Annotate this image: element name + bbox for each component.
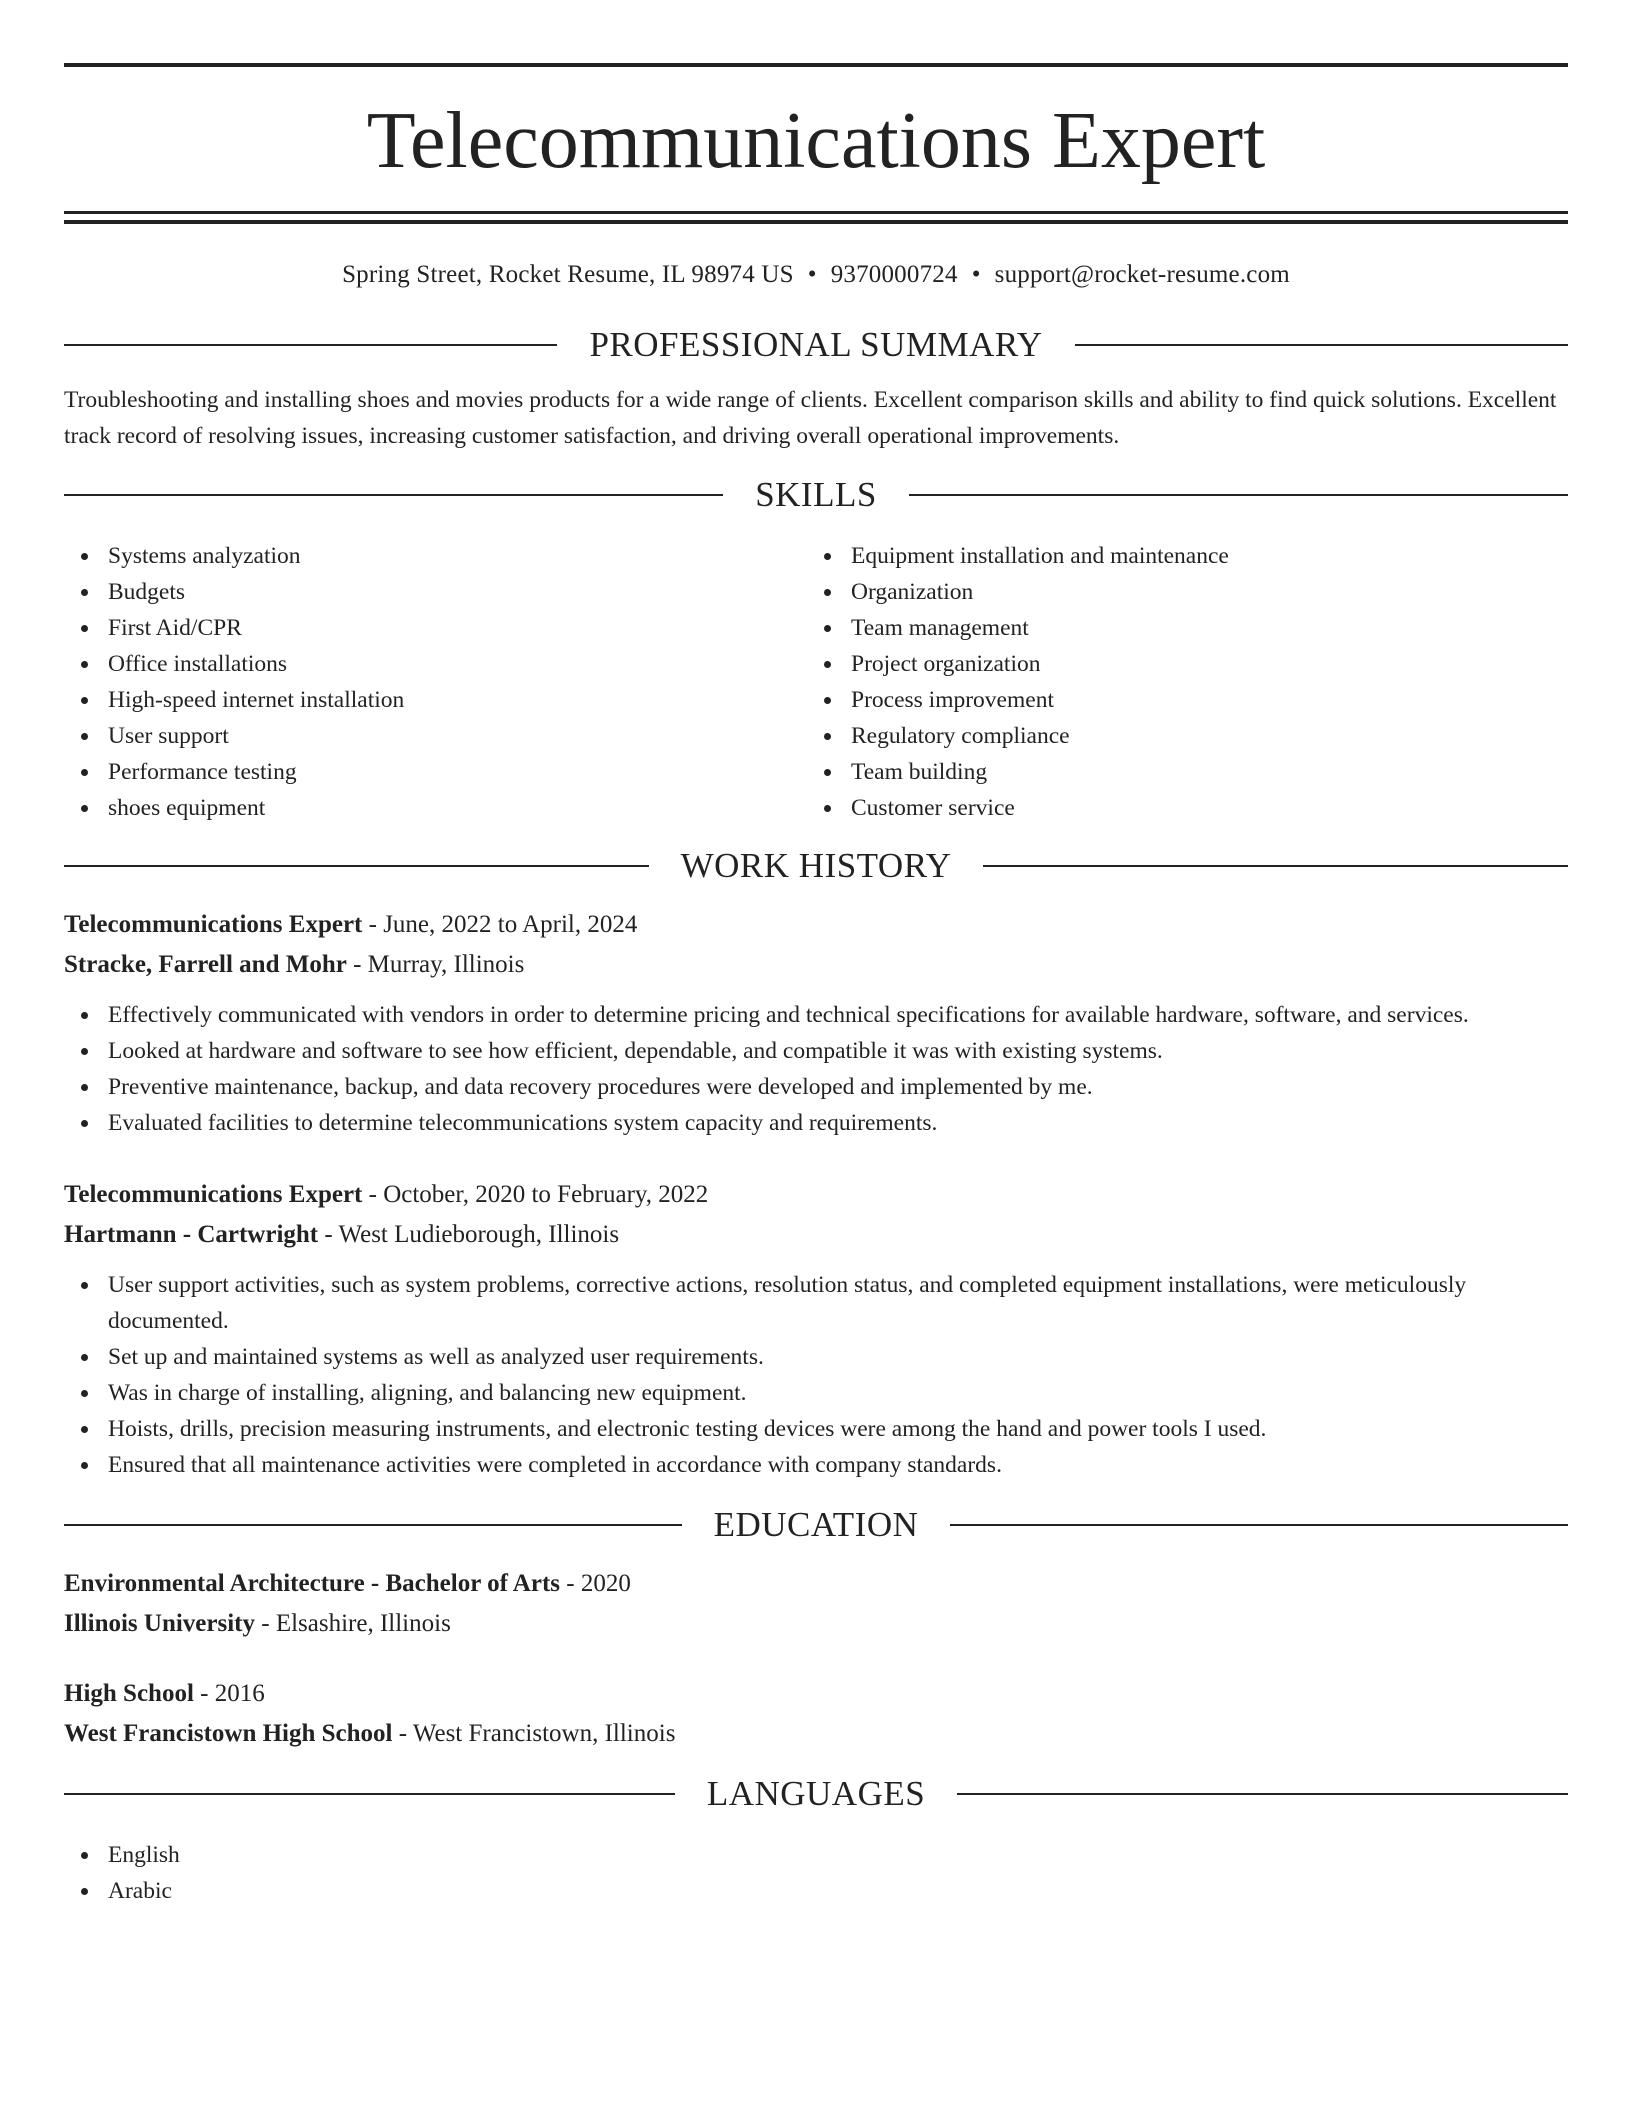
language-item: Arabic [64, 1873, 1568, 1909]
skills-column-right [807, 538, 1229, 826]
education-school-line [64, 1714, 1568, 1754]
job-bullet: Was in charge of installing, aligning, and balancing new equipment. [64, 1375, 1568, 1411]
contact-address: Spring Street, Rocket Resume, IL 98974 US [342, 261, 794, 288]
education-year: - 2016 [193, 1680, 265, 1707]
job-entry [64, 905, 1568, 1141]
education-location: - Elsashire, Illinois [255, 1610, 451, 1637]
languages-list [64, 1837, 1568, 1909]
contact-separator: • [971, 261, 981, 288]
skill-item: High-speed internet installation [64, 682, 807, 718]
job-company-line [64, 945, 1568, 985]
skill-item: shoes equipment [64, 790, 807, 826]
education-entry [64, 1674, 1568, 1754]
education-degree-line [64, 1564, 1568, 1604]
summary-heading-text: PROFESSIONAL SUMMARY [589, 325, 1043, 364]
education-heading-text: EDUCATION [713, 1505, 919, 1544]
skill-item: Customer service [807, 790, 1229, 826]
top-rule [64, 63, 1568, 67]
job-bullet: Ensured that all maintenance activities were completed in accordance with company standards. [64, 1447, 1568, 1483]
skill-item: Equipment installation and maintenance [807, 538, 1229, 574]
job-title: Telecommunications Expert [64, 1181, 363, 1208]
education-school: West Francistown High School [64, 1720, 393, 1747]
job-bullet: Looked at hardware and software to see how efficient, dependable, and compatible it was with existing systems. [64, 1033, 1568, 1069]
skill-item: Budgets [64, 574, 807, 610]
education-school: Illinois University [64, 1610, 255, 1637]
job-bullet: Evaluated facilities to determine telecommunications system capacity and requirements. [64, 1105, 1568, 1141]
education-degree-line [64, 1674, 1568, 1714]
job-bullet: Hoists, drills, precision measuring instruments, and electronic testing devices were among the hand and power tools I used. [64, 1411, 1568, 1447]
contact-separator: • [807, 261, 817, 288]
skill-item: First Aid/CPR [64, 610, 807, 646]
contact-phone: 9370000724 [830, 261, 958, 288]
skills-list [64, 538, 1568, 826]
job-bullet: Effectively communicated with vendors in order to determine pricing and technical specifications for available hardware, software, and services. [64, 997, 1568, 1033]
skill-item: Team management [807, 610, 1229, 646]
work-heading [64, 848, 1568, 883]
skill-item: User support [64, 718, 807, 754]
job-company-line [64, 1215, 1568, 1255]
summary-text: Troubleshooting and installing shoes and movies products for a wide range of clients. Excellent comparison skills and ability to find quick solutions. Excellent track record of resolving issues, increasing customer satisfaction, and driving overall operational improvements. [64, 387, 1557, 449]
job-company: Stracke, Farrell and Mohr [64, 951, 347, 978]
job-title: Telecommunications Expert [64, 911, 363, 938]
work-heading-text: WORK HISTORY [680, 846, 952, 885]
job-entry [64, 1175, 1568, 1483]
skills-column-left [64, 538, 807, 826]
job-location: - Murray, Illinois [346, 951, 525, 978]
skill-item: Project organization [807, 646, 1229, 682]
education-year: - 2020 [560, 1570, 631, 1597]
skills-heading [64, 477, 1568, 512]
skill-item: Organization [807, 574, 1229, 610]
name-double-rule [64, 211, 1568, 224]
job-dates: - June, 2022 to April, 2024 [362, 911, 638, 938]
education-degree: Environmental Architecture - Bachelor of Arts [64, 1570, 561, 1597]
job-bullet: Set up and maintained systems as well as analyzed user requirements. [64, 1339, 1568, 1375]
summary-heading [64, 327, 1568, 362]
languages-heading-text: LANGUAGES [706, 1774, 926, 1813]
languages-heading [64, 1776, 1568, 1811]
job-bullet: User support activities, such as system problems, corrective actions, resolution status, and completed equipment installations, were meticulously documented. [64, 1267, 1568, 1339]
job-title-line [64, 1175, 1568, 1215]
skills-heading-text: SKILLS [755, 475, 877, 514]
skill-item: Performance testing [64, 754, 807, 790]
resume-name: Telecommunications Expert [366, 97, 1266, 185]
contact-email: support@rocket-resume.com [994, 261, 1290, 288]
job-company: Hartmann - Cartwright [64, 1221, 319, 1248]
education-entry [64, 1564, 1568, 1644]
job-location: - West Ludieborough, Illinois [318, 1221, 620, 1248]
education-heading [64, 1507, 1568, 1542]
job-dates: - October, 2020 to February, 2022 [362, 1181, 709, 1208]
skill-item: Team building [807, 754, 1229, 790]
skill-item: Office installations [64, 646, 807, 682]
job-bullets [64, 997, 1568, 1141]
job-bullet: Preventive maintenance, backup, and data recovery procedures were developed and implemented by me. [64, 1069, 1568, 1105]
education-location: - West Francistown, Illinois [392, 1720, 676, 1747]
skill-item: Regulatory compliance [807, 718, 1229, 754]
education-degree: High School [64, 1680, 194, 1707]
job-bullets [64, 1267, 1568, 1483]
contact-line [64, 262, 1568, 287]
skill-item: Systems analyzation [64, 538, 807, 574]
language-item: English [64, 1837, 1568, 1873]
job-title-line [64, 905, 1568, 945]
education-school-line [64, 1604, 1568, 1644]
skill-item: Process improvement [807, 682, 1229, 718]
